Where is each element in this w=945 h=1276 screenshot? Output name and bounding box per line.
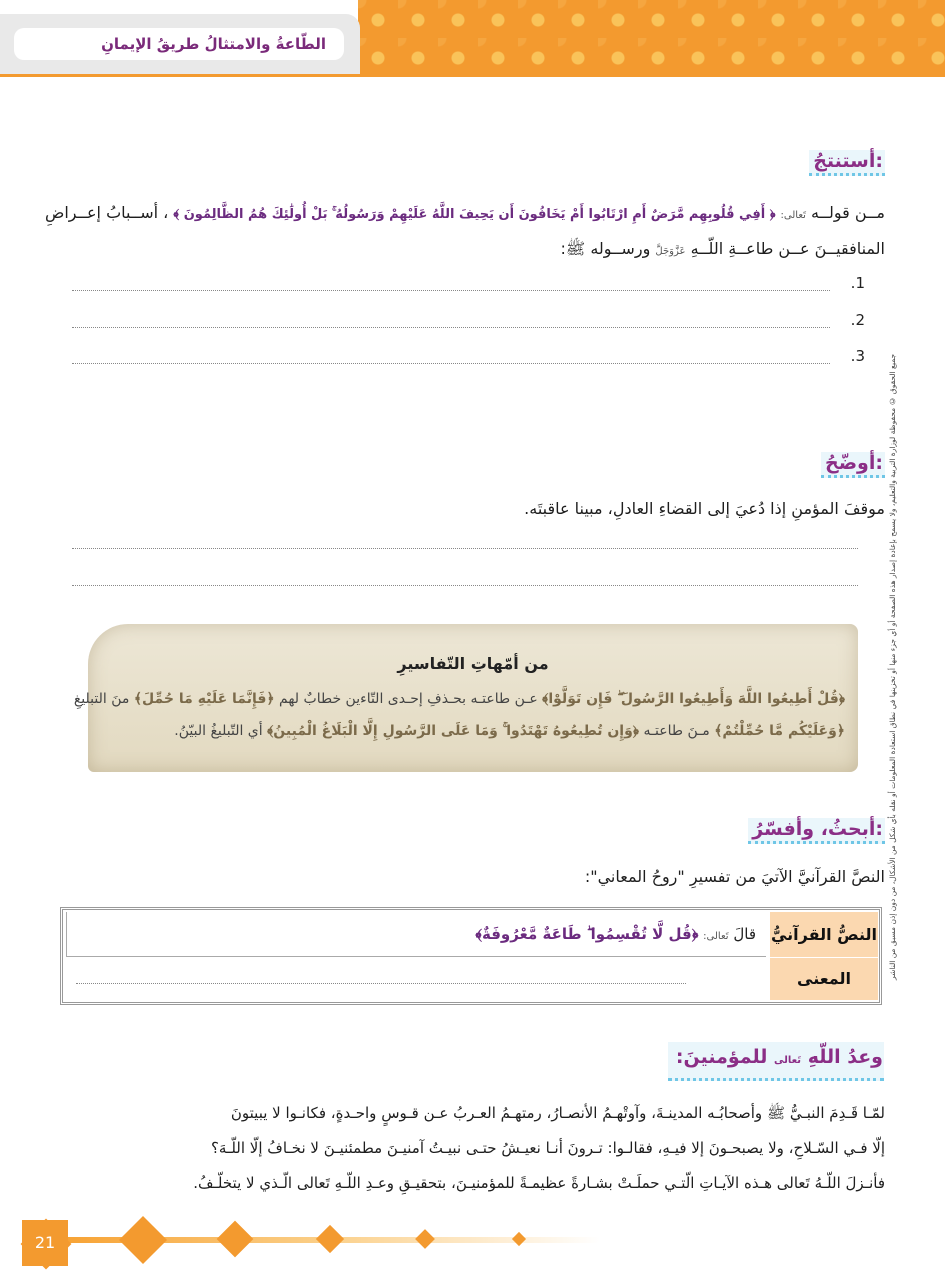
section-title-research: أبحثُ، وأفسّرُ: bbox=[748, 818, 885, 844]
promise-paragraph-line-2: إلّا فـي السّـلاحِ، ولا يصبحـونَ إلا فيـهِ، فقالـوا: تـرونَ أنـا نعيـشُ حتـى نبيـتُ آمنيـنَ مطمئنيـنَ لا نخـافُ إلّا اللّـهَ؟ bbox=[210, 1139, 885, 1157]
answer-number-1: 1. bbox=[850, 274, 865, 292]
page-number: 21 bbox=[22, 1220, 68, 1266]
research-intro: النصَّ القرآنيَّ الآتيَ من تفسيرِ "روحُ المعاني": bbox=[584, 867, 885, 886]
explain-answer-line-2[interactable] bbox=[72, 585, 858, 586]
scroll-line-1: ﴿قُلْ أَطِيعُوا اللَّهَ وَأَطِيعُوا الرَّسُولَ ۖ فَإِن تَوَلَّوْا﴾ عـن طاعتـه بحـذفِ إحـدى التّاءين خطابٌ لهم ﴿فَإِنَّمَا عَلَيْهِ مَا حُمِّلَ﴾ منَ التبليغِ bbox=[73, 691, 845, 707]
footer-star-icon bbox=[415, 1229, 435, 1249]
section-title-promise: وعدُ اللّهِ تَعالى للمؤمنينَ: bbox=[675, 1046, 883, 1068]
header-divider bbox=[0, 74, 945, 77]
promise-paragraph-line-1: لمّـا قَـدِمَ النبـيُّ ﷺ وأصحابُـه المدينـةَ، وآوتْهـمُ الأنصـارُ، رمتهـمُ العـربُ عـن قـوسٍ واحـدةٍ، فكانـوا لا يبيتونَ bbox=[230, 1104, 885, 1122]
footer-star-icon bbox=[217, 1221, 254, 1258]
answer-line-3[interactable] bbox=[72, 363, 830, 364]
answer-number-3: 3. bbox=[850, 347, 865, 365]
promise-paragraph-line-3: فأنـزلَ اللّـهُ تَعالى هـذه الآيـاتِ الّتـي حملَـتْ بشـارةً عظيمـةً للمؤمنيـنَ، بتحقيـقِ وعـدِ اللّـهِ تَعالى الّـذي لا يتخلّـفُ. bbox=[193, 1174, 885, 1192]
table-meaning-answer-line[interactable] bbox=[76, 983, 686, 984]
header-pattern bbox=[358, 0, 945, 76]
answer-line-2[interactable] bbox=[72, 327, 830, 328]
explain-question: موقفَ المؤمنِ إذا دُعيَ إلى القضاءِ العادلِ، مبينا عاقبتَه. bbox=[524, 499, 885, 518]
table-head-meaning: المعنى bbox=[770, 958, 878, 1000]
section-title-deduce: أستنتجُ: bbox=[809, 150, 885, 176]
explain-answer-line-1[interactable] bbox=[72, 548, 858, 549]
footer-star-icon bbox=[119, 1216, 167, 1264]
unit-title: الطّاعةُ والامتثالُ طريقُ الإيمانِ bbox=[14, 28, 344, 60]
footer-star-icon bbox=[512, 1232, 526, 1246]
scroll-line-2: ﴿وَعَلَيْكُم مَّا حُمِّلْتُمْ﴾ مـنَ طاعتـه ﴿وَإِن تُطِيعُوهُ تَهْتَدُوا ۚ وَمَا عَلَى الرَّسُولِ إِلَّا الْبَلَاغُ الْمُبِينُ﴾ أي التّبليغُ البيّنُ. bbox=[174, 723, 845, 739]
section-title-explain: أوضّحُ: bbox=[821, 452, 885, 478]
deduce-line-1: مــن قولــه تَعالى: ﴿ أَفِي قُلُوبِهِم مَّرَضٌ أَمِ ارْتَابُوا أَمْ يَخَافُونَ أَن يَحِيفَ اللَّهُ عَلَيْهِمْ وَرَسُولُهُ ۚ بَلْ أُولَٰئِكَ هُمُ الظَّالِمُونَ ﴾ ، أســبابُ إعــراضِ bbox=[45, 203, 885, 222]
scroll-title: من أمّهاتِ التّفاسيرِ bbox=[397, 654, 549, 673]
table-head-quran-text: النصُّ القرآنيُّ bbox=[770, 912, 878, 957]
deduce-line-2: المنافقيــنَ عــن طاعــةِ اللّــهِ عَزَّوَجَلَّ ورســوله ﷺ: bbox=[560, 239, 885, 258]
answer-line-1[interactable] bbox=[72, 290, 830, 291]
table-cell-verse: قالَ تَعالى: ﴿قُل لَّا تُقْسِمُوا ۖ طَاعَةٌ مَّعْرُوفَةٌ﴾ bbox=[66, 912, 766, 957]
verse-hypocrites: ﴿ أَفِي قُلُوبِهِم مَّرَضٌ أَمِ ارْتَابُوا أَمْ يَخَافُونَ أَن يَحِيفَ اللَّهُ عَلَيْهِمْ وَرَسُولُهُ ۚ بَلْ أُولَٰئِكَ هُمُ الظَّالِمُونَ ﴾ bbox=[173, 207, 776, 222]
footer-star-icon bbox=[316, 1225, 344, 1253]
answer-number-2: 2. bbox=[850, 311, 865, 329]
copyright-note: جميع الحقوق © محفوظة لوزارة التربية والتعليم، ولا يسمح بإعادة إصدار هذه الصفحة أو أي جزء منها أو تخزينها في نطاق استعادة المعلومات أو نقله بأي شكل من الأشكال، من دون إذن مسبق من الناشر bbox=[888, 353, 897, 980]
